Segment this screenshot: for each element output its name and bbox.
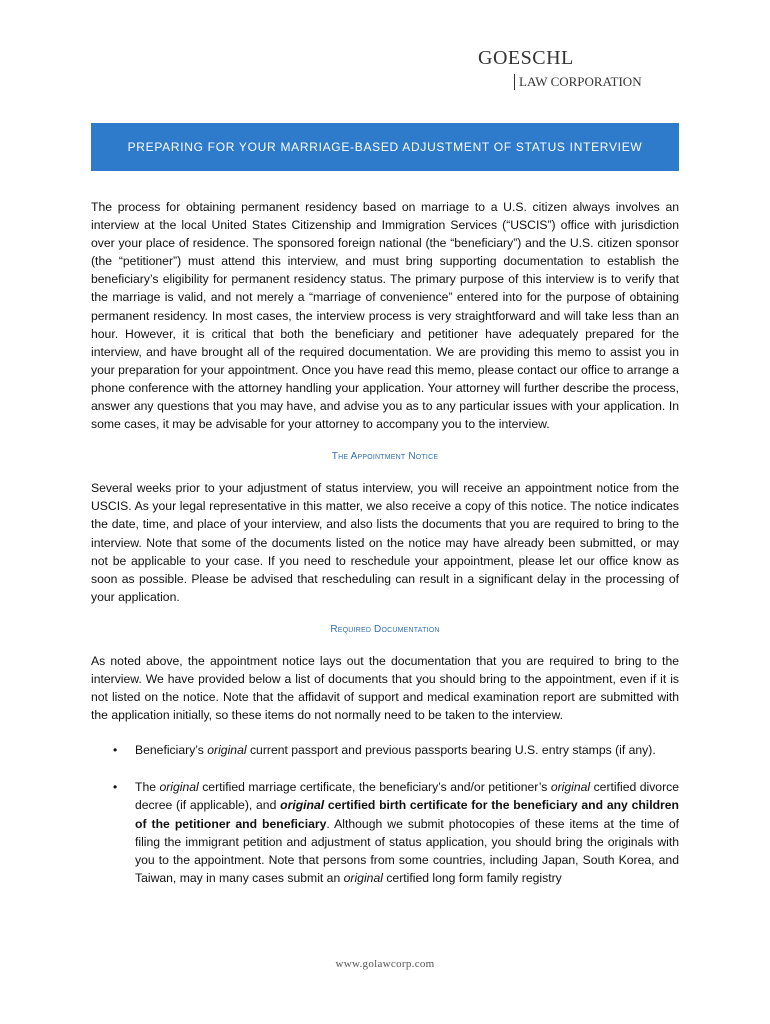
document-list	[91, 741, 679, 887]
footer-url: www.golawcorp.com	[335, 958, 435, 970]
list-item: • Beneficiary’s original current passport and previous passports bearing U.S. entry stamps (if any).	[91, 741, 679, 759]
logo-name: GOESCHL	[478, 47, 574, 69]
bullet-icon: •	[113, 743, 118, 758]
bullet-icon: •	[113, 780, 118, 795]
section-heading-appointment-notice: The Appointment Notice	[331, 451, 439, 463]
required-documentation-paragraph: As noted above, the appointment notice lays out the documentation that you are required to bring to the interview. We have provided below a list of documents that you should bring to the appointment, even if it is not listed on the notice. Note that the affidavit of support and medical examination report are submitted with the application initially, so these items do not normally need to be taken to the interview.	[91, 653, 679, 723]
list-item: • The original certified marriage certificate, the beneficiary’s and/or petitioner’s original certified divorce decree (if applicable), and original certified birth certificate for the beneficiary and any children of the petitioner and beneficiary. Although we submit photocopies of these items at the time of filing the immigrant petition and adjustment of status application, you should bring the originals with you to the appointment. Note that persons from some countries, including Japan, South Korea, and Taiwan, may in many cases submit an original certified long form family registry	[113, 780, 680, 885]
title-banner	[91, 123, 679, 171]
memo-body	[91, 198, 679, 906]
appointment-notice-paragraph: Several weeks prior to your adjustment of status interview, you will receive an appointment notice from the USCIS. As your legal representative in this matter, we also receive a copy of this notice. The notice indicates the date, time, and place of your interview, and also lists the documents that you are required to bring to the interview. Note that some of the documents listed on the notice may have already been submitted, or may not be applicable to your case. If you need to reschedule your appointment, please let our office know as soon as possible. Please be advised that rescheduling can result in a significant delay in the processing of your application.	[91, 481, 679, 604]
section-heading-required-documentation: Required Documentation	[330, 623, 440, 635]
intro-paragraph: The process for obtaining permanent residency based on marriage to a U.S. citizen always involves an interview at the local United States Citizenship and Immigration Services (“USCIS”) office with jurisdiction over your place of residence. The sponsored foreign national (the “beneficiary”) and the U.S. citizen sponsor (the “petitioner”) must attend this interview, and must bring supporting documentation to establish the beneficiary’s eligibility for permanent residency status. The primary purpose of this interview is to verify that the marriage is valid, and not merely a “marriage of convenience” entered into for the purpose of obtaining permanent residency. In most cases, the interview process is very straightforward and will take less than an hour. However, it is critical that both the beneficiary and petitioner have adequately prepared for the interview, and have brought all of the required documentation. We are providing this memo to assist you in your preparation for your appointment. Once you have read this memo, please contact our office to arrange a phone conference with the attorney handling your application. Your attorney will further describe the process, answer any questions that you may have, and advise you as to any particular issues with your application. In some cases, it may be advisable for your attorney to accompany you to the interview.	[91, 200, 679, 432]
company-logo	[478, 44, 698, 89]
document-title: PREPARING FOR YOUR MARRIAGE-BASED ADJUSTMENT OF STATUS INTERVIEW	[127, 140, 643, 154]
logo-subtitle: LAW CORPORATION	[514, 74, 642, 90]
